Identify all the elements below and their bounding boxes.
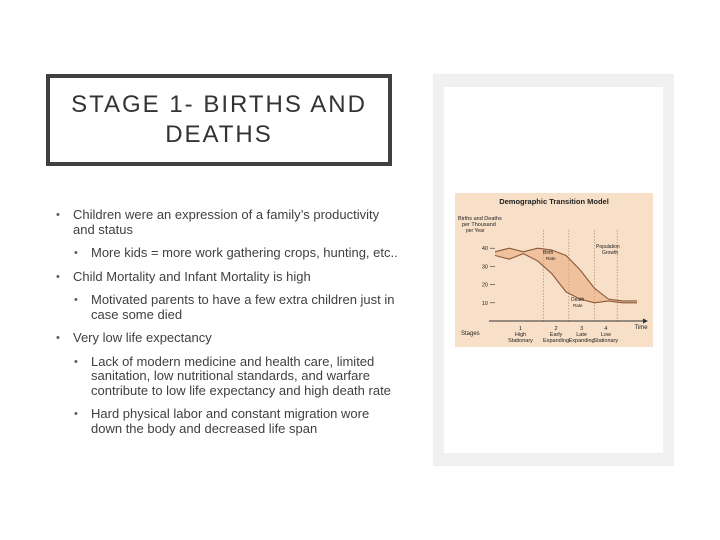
bullet-3-sub-2: • Hard physical labor and constant migration wore down the body and decreased life span <box>56 407 401 436</box>
stage-3-label-0: 3 <box>580 326 584 332</box>
demographic-transition-chart <box>455 193 653 347</box>
annot-pop-growth-2: Growth <box>602 250 619 256</box>
chart-ylabel-line3: per Year <box>466 228 485 234</box>
bullet-1-sub-1: • More kids = more work gathering crops, hunting, etc.. <box>56 246 401 261</box>
bullet-2: • Child Mortality and Infant Mortality is high <box>56 270 401 285</box>
chart-svg <box>455 193 653 347</box>
bullet-2-sub-1: • Motivated parents to have a few extra children just in case some died <box>56 293 401 322</box>
chart-ytick-1: 30 <box>481 264 488 271</box>
chart-ylabel-line1: Births and Deaths <box>458 216 502 222</box>
stage-2-label-0: 2 <box>554 326 558 332</box>
stage-1-label-2: Stationary <box>508 338 533 344</box>
chart-xlabel: Time <box>634 325 648 331</box>
title-box <box>46 74 392 166</box>
bullet-1: • Children were an expression of a family’s productivity and status <box>56 208 401 237</box>
stage-4-label-1: Low <box>600 332 611 338</box>
stage-1-label-0: 1 <box>519 326 523 332</box>
chart-title: Demographic Transition Model <box>499 197 609 206</box>
annot-birth-rate-2: Rate <box>546 256 556 261</box>
stage-3-label-2: Expanding <box>568 338 595 344</box>
slide-title-line2: DEATHS <box>165 121 273 148</box>
annot-pop-growth: Population <box>596 244 620 250</box>
chart-ylabel-line2: per Thousand <box>462 222 496 228</box>
annot-death-rate: Death <box>571 297 585 303</box>
stage-3-label-1: Late <box>576 332 587 338</box>
annot-death-rate-2: Rate <box>573 303 583 308</box>
bullet-3: • Very low life expectancy <box>56 331 401 346</box>
stage-4-label-0: 4 <box>604 326 608 332</box>
stage-1-label-1: High <box>514 332 527 338</box>
chart-x-axis-arrow <box>643 319 648 324</box>
annot-birth-rate: Birth <box>543 250 554 256</box>
chart-ytick-0: 40 <box>481 246 488 253</box>
chart-ytick-2: 20 <box>481 282 488 289</box>
stage-2-label-1: Early <box>549 332 563 338</box>
stage-4-label-2: Stationary <box>593 338 619 344</box>
chart-ytick-3: 10 <box>481 300 488 307</box>
bullet-list <box>56 208 401 445</box>
stage-2-label-2: Expanding <box>543 338 570 344</box>
chart-stages-label: Stages <box>461 331 480 337</box>
slide-title-line1: STAGE 1- BIRTHS AND <box>71 91 367 118</box>
bullet-3-sub-1: • Lack of modern medicine and health care, limited sanitation, low nutritional standards, and warfare contribute to low life expectancy and high death rate <box>56 355 401 399</box>
